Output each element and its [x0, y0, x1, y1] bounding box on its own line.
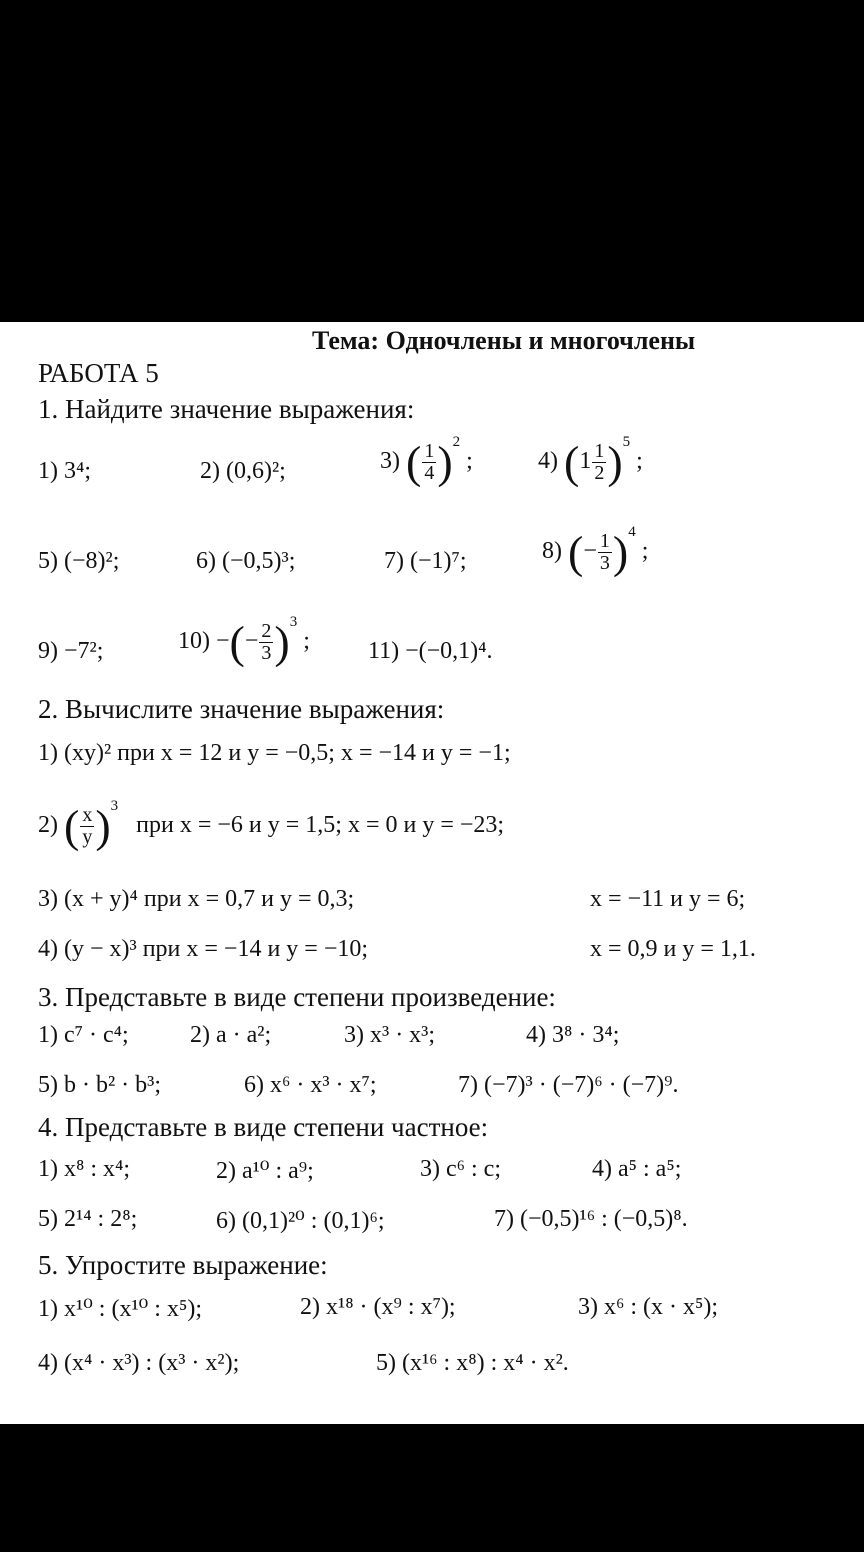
- task-3-item-2: 2) a · a²;: [190, 1022, 272, 1048]
- task-2-item-2: 2) ( $\frac{x}{y}$ )$^3$ при x = −6 и y = 1,5; x = 0 и y = −23;: [38, 798, 505, 852]
- task-3-item-4: 4) 3⁸ · 3⁴;: [526, 1022, 620, 1048]
- task-1-item-7: 7) (−1)⁷;: [384, 548, 467, 574]
- whole-part: 1: [579, 448, 592, 474]
- task-2-item-3: 3) (x + y)⁴ при x = 0,7 и y = 0,3;: [38, 886, 355, 912]
- bottom-black-bar: [0, 1424, 864, 1552]
- task-3-item-6: 6) x⁶ · x³ · x⁷;: [244, 1072, 377, 1098]
- task-5-item-2: 2) x¹⁸ · (x⁹ : x⁷);: [300, 1294, 456, 1320]
- item-label: 10) −: [178, 628, 230, 654]
- work-title: РАБОТА 5: [38, 358, 159, 388]
- exponent: 5: [622, 434, 631, 450]
- fraction: $\frac{x}{y}$: [82, 803, 93, 848]
- task-2-item-4: 4) (y − x)³ при x = −14 и y = −10;: [38, 936, 369, 962]
- task-1-item-1: 1) 3⁴;: [38, 458, 92, 484]
- task-3-item-7: 7) (−7)³ · (−7)⁶ · (−7)⁹.: [458, 1072, 679, 1098]
- item-label: 3): [380, 448, 400, 474]
- task-4-item-3: 3) c⁶ : c;: [420, 1156, 501, 1182]
- task-1-heading: 1. Найдите значение выражения:: [38, 394, 415, 424]
- exponent: 2: [452, 434, 461, 450]
- task-4-item-5: 5) 2¹⁴ : 2⁸;: [38, 1206, 138, 1232]
- task-1-item-10: 10) −(− $\frac{2}{3}$ )$^3$ ;: [178, 614, 310, 668]
- task-1-item-6: 6) (−0,5)³;: [196, 548, 296, 574]
- task-5-item-5: 5) (x¹⁶ : x⁸) : x⁴ · x².: [376, 1350, 569, 1376]
- fraction: $\frac{1}{3}$: [599, 529, 610, 574]
- topic-title: Тема: Одночлены и многочлены: [312, 326, 696, 355]
- task-2-item-4-alt: x = 0,9 и y = 1,1.: [590, 936, 756, 962]
- task-3-heading: 3. Представьте в виде степени произведение:: [38, 982, 556, 1012]
- fraction: $\frac{1}{2}$: [594, 439, 605, 484]
- task-4-heading: 4. Представьте в виде степени частное:: [38, 1112, 489, 1142]
- exponent: 3: [289, 614, 298, 630]
- task-2-item-1: 1) (xy)² при x = 12 и y = −0,5; x = −14 и y = −1;: [38, 740, 511, 766]
- task-5-item-3: 3) x⁶ : (x · x⁵);: [578, 1294, 719, 1320]
- fraction: $\frac{1}{4}$: [424, 439, 435, 484]
- task-1-item-9: 9) −7²;: [38, 638, 104, 664]
- exponent: 3: [110, 798, 119, 814]
- item-label: 4): [538, 448, 558, 474]
- fraction: $\frac{2}{3}$: [261, 619, 272, 664]
- task-4-item-4: 4) a⁵ : a⁵;: [592, 1156, 682, 1182]
- task-4-item-7: 7) (−0,5)¹⁶ : (−0,5)⁸.: [494, 1206, 688, 1232]
- task-2-heading: 2. Вычислите значение выражения:: [38, 694, 445, 724]
- task-4-item-6: 6) (0,1)²⁰ : (0,1)⁶;: [216, 1208, 385, 1234]
- task-4-item-2: 2) a¹⁰ : a⁹;: [216, 1158, 314, 1184]
- task-3-item-5: 5) b · b² · b³;: [38, 1072, 162, 1098]
- task-1-item-2: 2) (0,6)²;: [200, 458, 286, 484]
- task-1-item-5: 5) (−8)²;: [38, 548, 120, 574]
- task-5-item-1: 1) x¹⁰ : (x¹⁰ : x⁵);: [38, 1296, 202, 1322]
- task-5-item-4: 4) (x⁴ · x³) : (x³ · x²);: [38, 1350, 240, 1376]
- task-2-item-3-alt: x = −11 и y = 6;: [590, 886, 746, 912]
- worksheet-page: [0, 322, 864, 1424]
- task-1-item-8: 8) (− $\frac{1}{3}$ )$^4$ ;: [542, 524, 649, 578]
- task-1-item-3: 3) ( $\frac{1}{4}$ )$^2$ ;: [380, 434, 473, 488]
- item-label: 2): [38, 812, 58, 838]
- task-3-item-3: 3) x³ · x³;: [344, 1022, 436, 1048]
- task-5-heading: 5. Упростите выражение:: [38, 1250, 328, 1280]
- condition: при x = −6 и y = 1,5; x = 0 и y = −23;: [136, 812, 505, 838]
- task-1-item-4: 4) (1 $\frac{1}{2}$ )$^5$ ;: [538, 434, 643, 488]
- task-3-item-1: 1) c⁷ · c⁴;: [38, 1022, 129, 1048]
- task-4-item-1: 1) x⁸ : x⁴;: [38, 1156, 131, 1182]
- exponent: 4: [628, 524, 636, 540]
- item-label: 8): [542, 538, 562, 564]
- top-black-bar: [0, 0, 864, 322]
- task-1-item-11: 11) −(−0,1)⁴.: [368, 638, 493, 664]
